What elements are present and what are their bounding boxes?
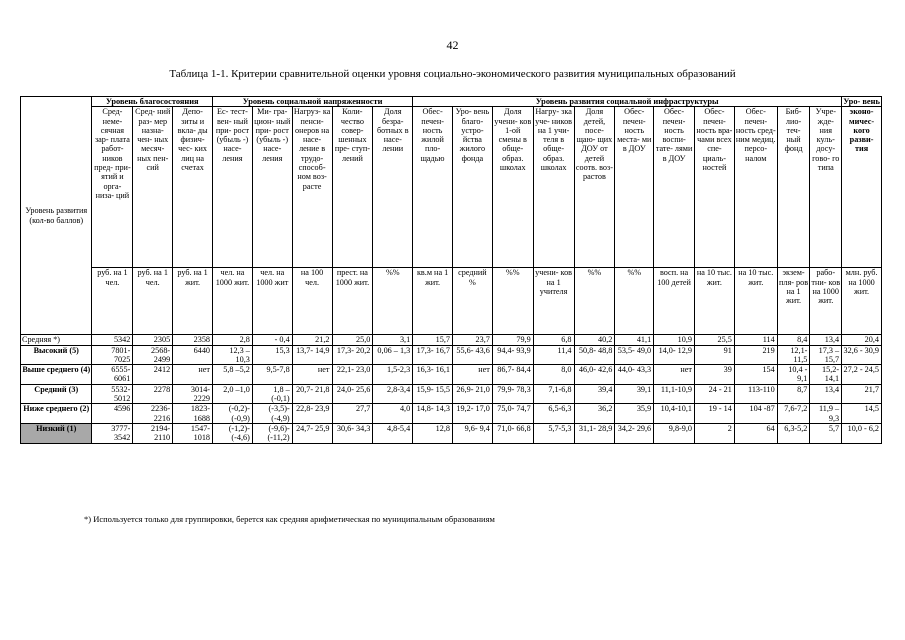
table-row [21,365,882,385]
table-row [21,345,882,365]
column-unit: руб. на 1 жит. [173,268,213,335]
level-label: Низкий (1) [21,423,92,443]
table-cell: 11,4 [533,345,574,365]
table-cell: 17,3- 16,7 [413,345,453,365]
table-cell: 114 [734,335,777,345]
table-cell: 50,8- 48,8 [574,345,615,365]
table-cell: 27,7 [332,404,373,424]
table-cell: 15,9- 15,5 [413,384,453,404]
table-row [21,384,882,404]
table-cell: 46,0- 42,6 [574,365,615,385]
table-cell: 41,1 [615,335,654,345]
column-header: Ми- гра- цион- ный при- рост (убыль -) насе- ления [252,107,292,268]
table-cell: 2,8-3,4 [373,384,413,404]
table-cell: 36,2 [574,404,615,424]
column-header: Учре- жде- ния куль- досу- гово- го типа [810,107,842,268]
table-cell: 1547- 1018 [173,423,213,443]
group-header-row [21,97,882,107]
table-cell: 35,9 [615,404,654,424]
table-cell: 4,8-5,4 [373,423,413,443]
table-cell: 15,2- 14,1 [810,365,842,385]
table-cell: 20,4 [842,335,882,345]
table-cell: 6,8 [533,335,574,345]
column-header: Обес- печен- ность места- ми в ДОУ [615,107,654,268]
criteria-table [20,96,882,444]
column-unit: чел. на 1000 жит [252,268,292,335]
table-cell: 15,7 [413,335,453,345]
column-header: Биб- лио- теч- ный фонд [777,107,810,268]
table-cell: 2278 [133,384,173,404]
table-cell: 5,7 [810,423,842,443]
table-cell: 1,8 – (-0,1) [252,384,292,404]
table-cell: 24,0- 25,6 [332,384,373,404]
column-header: Уро- вень благо- устро- йства жилого фонда [453,107,493,268]
level-label: Высокий (5) [21,345,92,365]
table-row [21,423,882,443]
table-cell: 71,0- 66,8 [492,423,533,443]
table-cell: 86,7- 84,4 [492,365,533,385]
column-header: Нагру- зка уче- ников на 1 учи- теля в обще- образ. школах [533,107,574,268]
table-cell: 39,1 [615,384,654,404]
table-cell: 79,9- 78,3 [492,384,533,404]
table-cell: нет [292,365,332,385]
table-cell: 39 [695,365,735,385]
table-cell: 113-110 [734,384,777,404]
column-unit: экзем- пля- ров на 1 жит. [777,268,810,335]
column-header: Ес- тест- вен- ный при- рост (убыль -) насе- ления [213,107,253,268]
table-cell: (-3,5)- (-4,9) [252,404,292,424]
table-cell: 4596 [92,404,133,424]
table-cell: 5342 [92,335,133,345]
table-cell: 5532- 5012 [92,384,133,404]
table-cell: 8,0 [533,365,574,385]
table-cell: 24 - 21 [695,384,735,404]
table-cell: 154 [734,365,777,385]
table-cell: 5,8 –5,2 [213,365,253,385]
table-cell: 3,1 [373,335,413,345]
table-cell: 31,1- 28,9 [574,423,615,443]
table-cell: 6555- 6061 [92,365,133,385]
table-cell: 91 [695,345,735,365]
column-header: Коли- чество совер- шенных пре- ступ- лений [332,107,373,268]
table-cell: 8,4 [777,335,810,345]
table-cell: 22,8- 23,9 [292,404,332,424]
table-cell: 14,8- 14,3 [413,404,453,424]
table-title: Таблица 1-1. Критерии сравнительной оценки уровня социально-экономического развития муниципальных образований [169,68,736,80]
column-unit: чел. на 1000 жит. [213,268,253,335]
column-header: Обес- печен- ность жилой пло- щадью [413,107,453,268]
table-cell: 20,7- 21,8 [292,384,332,404]
table-cell: 2194- 2110 [133,423,173,443]
column-unit: на 10 тыс. жит. [695,268,735,335]
level-label: Ниже среднего (2) [21,404,92,424]
column-unit: на 100 чел. [292,268,332,335]
table-cell: 7,6-7,2 [777,404,810,424]
table-cell: 104 -87 [734,404,777,424]
table-cell: нет [654,365,695,385]
level-label: Выше среднего (4) [21,365,92,385]
table-cell: 11,9 – 9,3 [810,404,842,424]
table-cell: 14,5 [842,404,882,424]
table-cell: 1823- 1688 [173,404,213,424]
table-cell: 7,1-6,8 [533,384,574,404]
table-cell: 15,3 [252,345,292,365]
table-cell: 2 [695,423,735,443]
unit-row [21,268,882,335]
table-cell: 2412 [133,365,173,385]
table-row [21,404,882,424]
table-cell: 25,0 [332,335,373,345]
table-cell: 64 [734,423,777,443]
group-header: Уро- вень [843,97,880,106]
table-cell: 13,7- 14,9 [292,345,332,365]
table-cell: 10,9 [654,335,695,345]
group-header: Уровень благосостояния [92,97,213,107]
column-unit: на 10 тыс. жит. [734,268,777,335]
column-header: эконо- мичес- кого разви- тия [842,107,882,268]
table-cell: 0,06 – 1,3 [373,345,413,365]
column-header: Доля учени- ков 1-ой смены в обще- образ. школах [492,107,533,268]
column-unit: %% [492,268,533,335]
table-cell: 55,6- 43,6 [453,345,493,365]
table-cell: 219 [734,345,777,365]
group-header: Уровень социальной напряженности [213,97,413,107]
table-cell: 16,3- 16,1 [413,365,453,385]
column-header: Сред- неме- сячная зар- плата работ- ников пред- при- ятий и орга- низа- ций [92,107,133,268]
column-unit: %% [615,268,654,335]
table-cell: 11,1-10,9 [654,384,695,404]
table-cell: 39,4 [574,384,615,404]
table-cell: 1,5-2,3 [373,365,413,385]
column-header: Обес- печен- ность сред- ним медиц. персо- налом [734,107,777,268]
table-cell: 25,5 [695,335,735,345]
table-cell: 2568- 2499 [133,345,173,365]
table-cell: 10,4 - 9,1 [777,365,810,385]
table-cell: 8,7 [777,384,810,404]
column-header: Доля детей, посе- щаю- щих ДОУ от детей соотв. воз- растов [574,107,615,268]
table-cell: 44,0- 43,3 [615,365,654,385]
level-label: Средний (3) [21,384,92,404]
column-unit: руб. на 1 чел. [133,268,173,335]
table-cell: 10,4-10,1 [654,404,695,424]
table-cell: 2236- 2216 [133,404,173,424]
table-cell: нет [453,365,493,385]
table-row [21,335,882,345]
column-header: Доля безра- ботных в насе- лении [373,107,413,268]
table-cell: 30,6- 34,3 [332,423,373,443]
column-unit: %% [373,268,413,335]
table-cell: 79,9 [492,335,533,345]
table-cell: 34,2- 29,6 [615,423,654,443]
table-cell: 4,0 [373,404,413,424]
column-unit: учени- ков на 1 учителя [533,268,574,335]
table-cell: 13,4 [810,335,842,345]
table-cell: 6,5-6,3 [533,404,574,424]
table-cell: 6,3-5,2 [777,423,810,443]
level-label: Средняя *) [21,335,92,345]
table-cell: 10,0 - 6,2 [842,423,882,443]
table-cell: 3014- 2229 [173,384,213,404]
table-cell: 26,9- 21,0 [453,384,493,404]
table-cell: 94,4- 93,9 [492,345,533,365]
table-cell: нет [173,365,213,385]
table-cell: 3777- 3542 [92,423,133,443]
table-cell: - 0,4 [252,335,292,345]
column-unit: прест. на 1000 жит. [332,268,373,335]
table-cell: 7801- 7025 [92,345,133,365]
table-cell: (-9,6)- (-11,2) [252,423,292,443]
row-header-level: Уровень развития (кол-во баллов) [21,97,92,335]
table-cell: 2358 [173,335,213,345]
column-unit: руб. на 1 чел. [92,268,133,335]
table-cell: 19,2- 17,0 [453,404,493,424]
table-cell: 21,2 [292,335,332,345]
table-cell: 12,3 – 10,3 [213,345,253,365]
column-unit: средний % [453,268,493,335]
table-cell: (-1,2)- (-4,6) [213,423,253,443]
column-header: Обес- печен- ность воспи- тате- лями в ДОУ [654,107,695,268]
table-cell: 9,8-9,0 [654,423,695,443]
table-cell: 22,1- 23,0 [332,365,373,385]
column-unit: рабо- тни- ков на 1000 жит. [810,268,842,335]
table-cell: (-0,2)- (-0,9) [213,404,253,424]
column-header: Сред- ний раз- мер назна- чен- ных месяч- ных пен- сий [133,107,173,268]
table-cell: 32,6 - 30,9 [842,345,882,365]
column-header: Депо- зиты и вкла- ды физич- чес- ких лиц на счетах [173,107,213,268]
table-cell: 9,5-7,8 [252,365,292,385]
group-header: Уровень развития социальной инфраструктуры [413,97,842,107]
column-header: Обес- печен- ность вра- чами всех спе- циаль- ностей [695,107,735,268]
table-cell: 27,2 - 24,5 [842,365,882,385]
table-cell: 2,0 –1,0 [213,384,253,404]
page-number: 42 [446,38,459,52]
table-cell: 17,3 – 15,7 [810,345,842,365]
column-unit: млн. руб. на 1000 жит. [842,268,882,335]
table-cell: 40,2 [574,335,615,345]
column-header-row [21,107,882,268]
table-cell: 2,8 [213,335,253,345]
table-cell: 21,7 [842,384,882,404]
column-unit: восп. на 100 детей [654,268,695,335]
table-cell: 23,7 [453,335,493,345]
table-cell: 12,1- 11,5 [777,345,810,365]
column-unit: %% [574,268,615,335]
table-cell: 13,4 [810,384,842,404]
footnote: *) Используется только для группировки, берется как средняя арифметическая по муниципальным образованиям [84,514,495,524]
table-cell: 17,3- 20,2 [332,345,373,365]
table-cell: 12,8 [413,423,453,443]
table-cell: 6440 [173,345,213,365]
table-cell: 9,6- 9,4 [453,423,493,443]
table-cell: 19 - 14 [695,404,735,424]
column-header: Нагруз- ка пенси- онеров на насе- ление в трудо- способ- ном воз- расте [292,107,332,268]
table-cell: 75,0- 74,7 [492,404,533,424]
column-unit: кв.м на 1 жит. [413,268,453,335]
table-cell: 24,7- 25,9 [292,423,332,443]
table-cell: 5,7-5,3 [533,423,574,443]
table-cell: 2305 [133,335,173,345]
table-cell: 53,5- 49,0 [615,345,654,365]
table-cell: 14,0- 12,9 [654,345,695,365]
